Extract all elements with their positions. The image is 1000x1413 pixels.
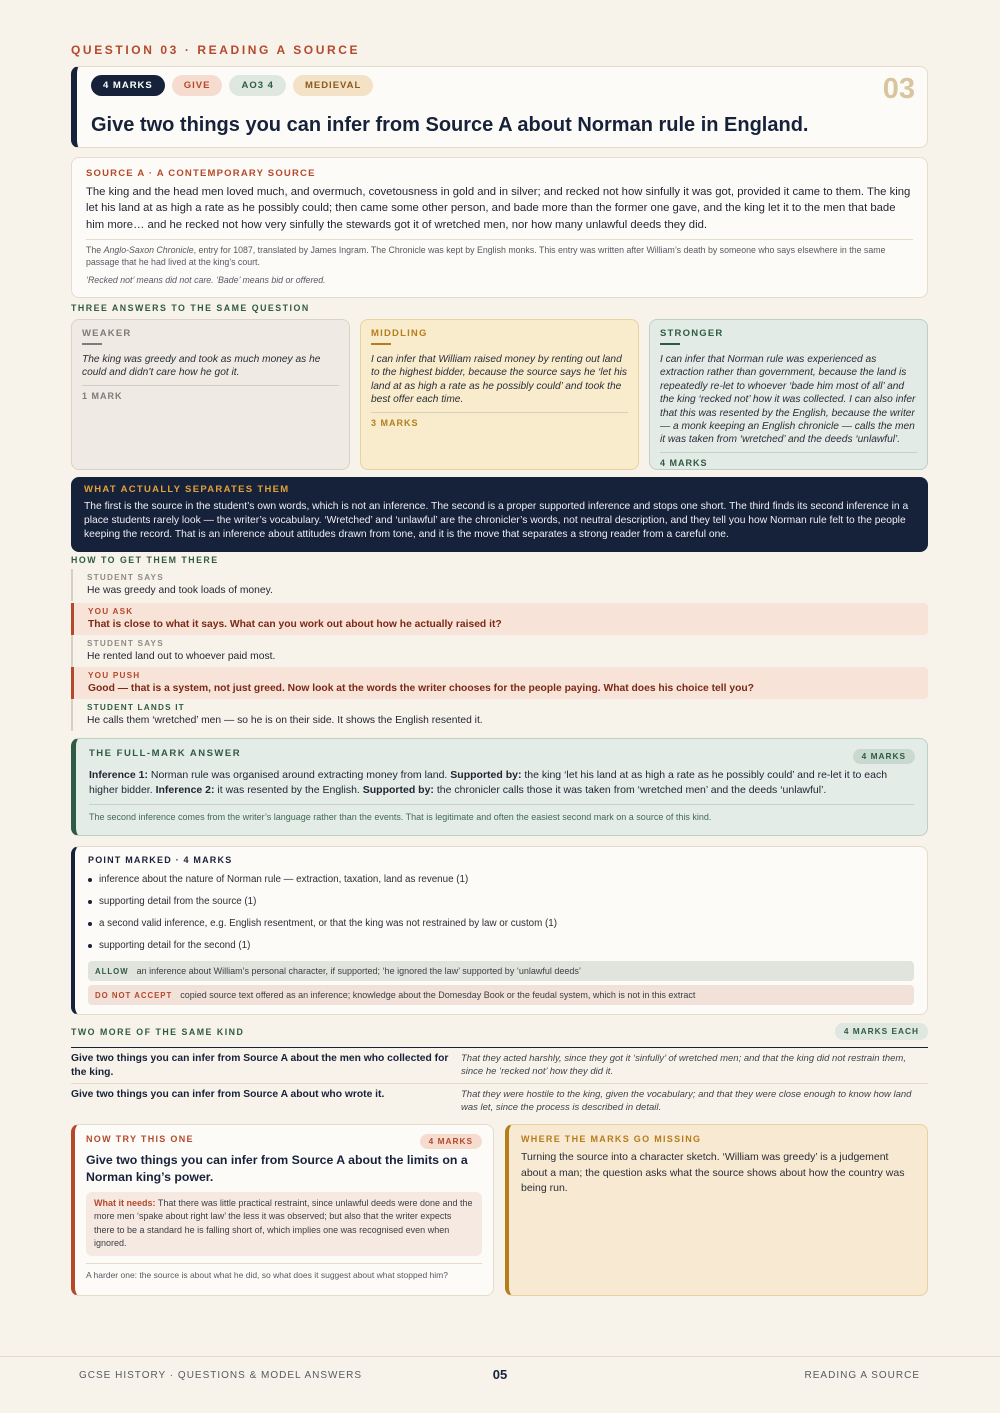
divider — [660, 452, 917, 453]
dialogue-text: That is close to what it says. What can you work out about how he actually raised it? — [88, 619, 502, 630]
try-question: Give two things you can infer from Source A about the limits on a Norman king’s power. — [86, 1153, 468, 1184]
source-text: The king and the head men loved much, and overmuch, covetousness in gold and in silver; and recked not how sinfully it was got, provided it came to them. The king let his land at as high a rate as he possibly could; then came some other person, and bade more than the former one gave, and the king let it to the men that bade him more… and he recked not how very sinfully the stewards got it of wretched men, nor how many unlawful deeds they did. — [86, 186, 911, 231]
dialogue-role: STUDENT SAYS — [87, 639, 164, 648]
command-chip: GIVE — [172, 75, 223, 96]
divider — [371, 412, 628, 413]
what-it-needs: What it needs: That there was little practical restraint, since unlawful deeds were done and the more men ‘spake about right law’ the less it was observed; but also that the writer expects there to be a standard he is falling short of, which implies one was recognised even when ignored. — [86, 1192, 482, 1256]
divider — [89, 804, 914, 805]
dialogue-heading: HOW TO GET THEM THERE — [71, 555, 219, 565]
deny-label: DO NOT ACCEPT — [95, 991, 173, 1000]
level-underline — [660, 343, 680, 345]
dialogue-role: STUDENT LANDS IT — [87, 703, 185, 712]
do-not-accept-rule: DO NOT ACCEPT copied source text offered as an inference; knowledge about the Domesday Book or the feudal system, which is not in this extract — [88, 985, 914, 1005]
practice-answer: That they were hostile to the king, given the vocabulary; and that they were close enough to know how land was let, since the process is described in detail. — [461, 1089, 912, 1113]
dialogue-role: YOU ASK — [88, 607, 134, 616]
answers-heading: THREE ANSWERS TO THE SAME QUESTION — [71, 303, 310, 313]
separates-text: The first is the source in the student’s own words, which is not an inference. The second is a proper supported inference and stops one short. The third finds its second inference in a place students rarely look — the writer’s vocabulary. ‘Wretched’ and ‘unlawful’ are the chronicler’s words, not neutral description, and they tell you how Norman rule felt to the people keeping the record. That is an inference about attitudes drawn from tone, and it is the move that separates a strong reader from a careful one. — [84, 501, 909, 540]
dialogue-text: He was greedy and took loads of money. — [87, 585, 273, 596]
question-title: Give two things you can infer from Source A about Norman rule in England. — [91, 114, 809, 136]
dialogue-role: STUDENT SAYS — [87, 573, 164, 582]
dialogue-student-turn — [71, 569, 928, 601]
answer-card-middling — [360, 319, 639, 470]
mark-point: supporting detail for the second (1) — [88, 935, 914, 957]
level-underline — [82, 343, 102, 345]
answer-marks: 3 MARKS — [371, 417, 419, 428]
mark-point: supporting detail from the source (1) — [88, 891, 914, 913]
answer-level: STRONGER — [660, 328, 724, 339]
question-number: 03 — [882, 73, 915, 105]
answer-level: MIDDLING — [371, 328, 428, 339]
dialogue-text: He calls them ‘wretched’ men — so he is on their side. It shows the English resented it. — [87, 715, 483, 726]
marks-chip: 4 MARKS — [91, 75, 165, 96]
dialogue-text: Good — that is a system, not just greed. Now look at the words the writer chooses for the people paying. What does his choice tell you? — [88, 683, 754, 694]
practice-question: Give two things you can infer from Source A about who wrote it. — [71, 1089, 385, 1100]
period-chip: MEDIEVAL — [293, 75, 373, 96]
section-kicker: QUESTION 03 · READING A SOURCE — [71, 43, 361, 57]
citation-title: Anglo-Saxon Chronicle — [103, 245, 194, 256]
marks-each-badge: 4 MARKS EACH — [835, 1023, 928, 1040]
allow-label: ALLOW — [95, 967, 129, 976]
answer-marks: 1 MARK — [82, 390, 123, 401]
assessment-objective-chip: AO3 4 — [229, 75, 285, 96]
answer-text: I can infer that William raised money by renting out land to the highest bidder, because the source says he ‘let his land at as high a rate as he possibly could’ and took the best offer each time. — [371, 354, 627, 406]
source-box — [71, 157, 928, 298]
two-more-header — [71, 1023, 928, 1048]
full-mark-heading: THE FULL-MARK ANSWER — [89, 748, 242, 759]
marks-badge: 4 MARKS — [853, 749, 915, 764]
answer-text: I can infer that Norman rule was experienced as extraction rather than government, because the land is repeatedly re-let to whoever ‘bade him most of all’ and the king ‘recked not’ how it was collected. I can also infer that this was resented by the English, because the writer — a monk keeping an English chronicle — calls the men it was taken from ‘wretched’ and the deeds ‘unlawful’. — [660, 354, 916, 446]
dialogue-teacher-ask — [71, 603, 928, 635]
answer-level: WEAKER — [82, 328, 132, 339]
page-footer — [0, 1356, 1000, 1413]
missing-text: Turning the source into a character sketch. ‘William was greedy’ is a judgement about a man; the question asks what the source shows about how the country was being run. — [521, 1151, 905, 1194]
level-underline — [371, 343, 391, 345]
answer-card-stronger — [649, 319, 928, 470]
full-mark-note: The second inference comes from the writer’s language rather than the events. That is legitimate and often the easiest second mark on a source of this kind. — [89, 812, 712, 822]
separates-heading: WHAT ACTUALLY SEPARATES THEM — [84, 484, 290, 495]
answer-card-weaker — [71, 319, 350, 470]
practice-answer: That they acted harshly, since they got it ‘sinfully’ of wretched men; and that the king did not restrain them, since he ‘recked not’ how they did it. — [461, 1053, 906, 1077]
divider — [86, 239, 913, 240]
source-gloss: ‘Recked not’ means did not care. ‘Bade’ means bid or offered. — [86, 274, 326, 285]
try-heading: NOW TRY THIS ONE — [86, 1134, 194, 1144]
mark-point: inference about the nature of Norman rule — extraction, taxation, land as revenue (1) — [88, 869, 914, 891]
footer-series: GCSE HISTORY · QUESTIONS & MODEL ANSWERS — [79, 1370, 363, 1381]
marks-badge: 4 MARKS — [420, 1134, 482, 1149]
dialogue-student-turn — [71, 635, 928, 667]
dialogue-text: He rented land out to whoever paid most. — [87, 651, 276, 662]
divider — [86, 1263, 482, 1264]
missing-heading: WHERE THE MARKS GO MISSING — [521, 1134, 702, 1144]
practice-question-row — [71, 1048, 928, 1084]
dialogue-student-lands — [71, 699, 928, 731]
divider — [82, 385, 339, 386]
answer-marks: 4 MARKS — [660, 457, 708, 468]
dialogue-teacher-push — [71, 667, 928, 699]
source-citation: The Anglo-Saxon Chronicle, entry for 1087, translated by James Ingram. The Chronicle was kept by English monks. This entry was written after William’s death by someone who says elsewhere in the same passage that he had lived at the king’s court. — [86, 245, 886, 268]
footer-section: READING A SOURCE — [804, 1370, 920, 1381]
mark-point: a second valid inference, e.g. English resentment, or that the king was not restrained by law or custom (1) — [88, 913, 914, 935]
mark-points — [88, 869, 914, 957]
mark-scheme — [71, 846, 928, 1015]
separates-panel — [71, 477, 928, 552]
full-mark-text: Inference 1: Norman rule was organised around extracting money from land. Supported by: the king ‘let his land at as high a rate as he possibly could’ and re-let it to each higher bidder. Inference 2: it was resented by the English. Supported by: the chronicler calls those it was taken from ‘wretched men’ and the deeds ‘unlawful’. — [89, 769, 888, 796]
dialogue-role: YOU PUSH — [88, 671, 141, 680]
mark-scheme-heading: POINT MARKED · 4 MARKS — [88, 855, 233, 865]
page-number: 05 — [492, 1367, 508, 1382]
harder-prompt: A harder one: the source is about what he did, so what does it suggest about what stopped him? — [86, 1269, 448, 1280]
two-more-heading: TWO MORE OF THE SAME KIND — [71, 1027, 245, 1037]
try-this-card — [71, 1124, 494, 1296]
answer-text: The king was greedy and took as much money as he could and didn’t care how he got it. — [82, 354, 321, 379]
practice-question-row — [71, 1084, 928, 1118]
marks-missing-card — [505, 1124, 928, 1296]
source-label: SOURCE A · A CONTEMPORARY SOURCE — [86, 168, 316, 179]
full-mark-answer — [71, 738, 928, 836]
allow-rule: ALLOW an inference about William’s personal character, if supported; ‘he ignored the law’ supported by ‘unlawful deeds’ — [88, 961, 914, 981]
practice-question: Give two things you can infer from Source A about the men who collected for the king. — [71, 1053, 449, 1078]
question-header — [71, 66, 928, 148]
question-chips — [91, 75, 373, 96]
